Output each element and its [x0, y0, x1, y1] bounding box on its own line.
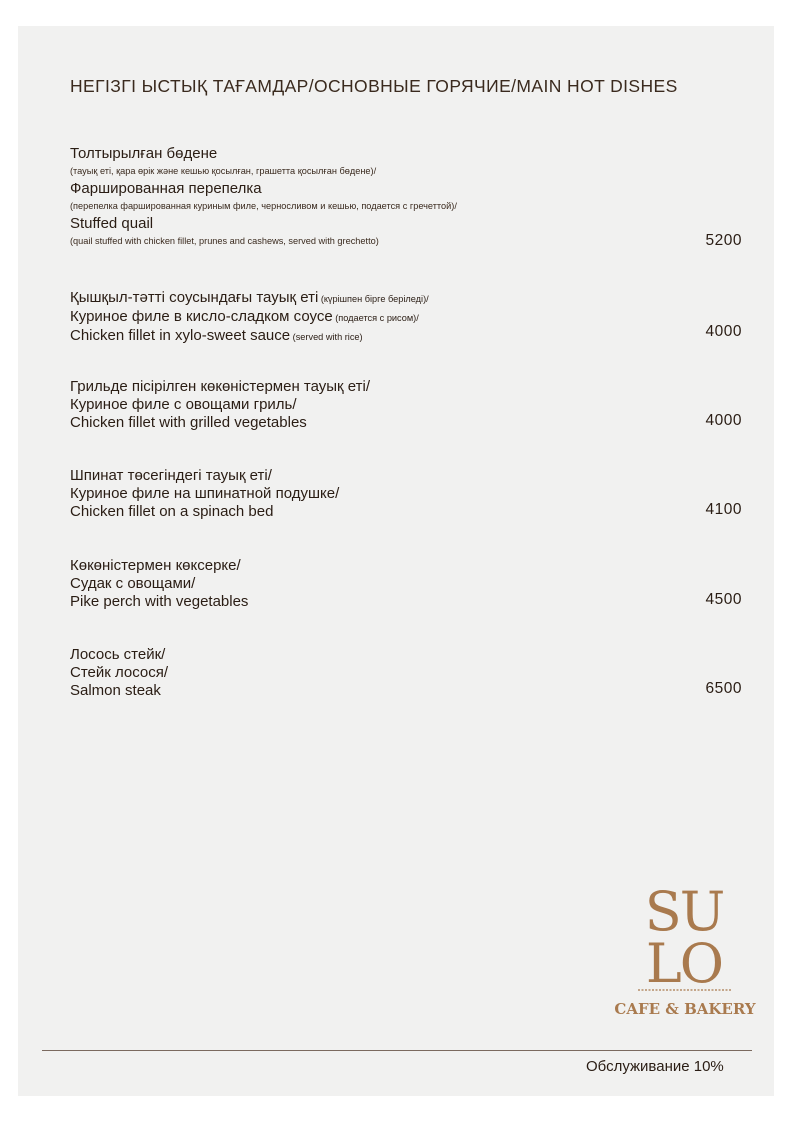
dish-description-ru: (перепелка фаршированная куриным филе, черносливом и кешью, подается с гречеттой)/: [70, 201, 457, 211]
sulo-logo: [614, 878, 756, 1023]
dish-name-en: Chicken fillet with grilled vegetables: [70, 414, 307, 431]
logo-line-1: SU: [644, 880, 724, 943]
menu-item-chicken-sweet-sour: [70, 289, 742, 346]
dish-name-kz: Грильде пісірілген көкөністермен тауық еті/: [70, 378, 370, 395]
dish-name-ru: Куриное филе на шпинатной подушке/: [70, 485, 340, 502]
dish-line-kz: [70, 289, 730, 308]
dish-description-en: (quail stuffed with chicken fillet, prunes and cashews, served with grechetto): [70, 236, 379, 246]
dish-name-kz: Қышқыл-тәтті соусындағы тауық еті: [70, 289, 319, 306]
dish-name-en: Pike perch with vegetables: [70, 593, 249, 610]
dish-name-en: Chicken fillet on a spinach bed: [70, 503, 274, 520]
dish-price: 4000: [705, 323, 742, 340]
footer-divider: [42, 1050, 752, 1051]
logo-line-2: LO: [645, 932, 723, 995]
dish-line-en: [70, 327, 730, 346]
dish-name-ru: Фаршированная перепелка: [70, 180, 262, 197]
menu-item-chicken-spinach: [70, 467, 742, 521]
dish-price: 4500: [705, 591, 742, 608]
dish-line-ru: [70, 308, 730, 327]
dish-name-kz: Шпинат төсегіндегі тауық еті/: [70, 467, 272, 484]
dish-name-kz: Лосось стейк/: [70, 646, 166, 663]
menu-item-salmon-steak: [70, 646, 742, 700]
dish-name-ru: Куриное филе в кисло-сладком соусе: [70, 308, 333, 325]
dish-price: 4100: [705, 501, 742, 518]
dish-name-ru: Куриное филе с овощами гриль/: [70, 396, 297, 413]
dish-name-kz: Көкөністермен көксерке/: [70, 557, 241, 574]
dish-name-en: Chicken fillet in xylo-sweet sauce: [70, 327, 291, 344]
dish-name-en: Stuffed quail: [70, 215, 154, 232]
dish-note-kz: (күрішпен бірге беріледі)/: [318, 294, 429, 304]
section-title: НЕГІЗГІ ЫСТЫҚ ТАҒАМДАР/ОСНОВНЫЕ ГОРЯЧИЕ/MAIN HOT DISHES: [70, 76, 678, 96]
dish-price: 6500: [705, 680, 742, 697]
service-charge: Обслуживание 10%: [586, 1058, 724, 1075]
dish-name-ru: Стейк лосося/: [70, 664, 169, 681]
dish-name-en: Salmon steak: [70, 682, 161, 699]
dish-description-kz: (тауық еті, қара өрік және кешью қосылған, грашетта қосылған бөдене)/: [70, 166, 377, 176]
dish-name-kz: Толтырылған бөдене: [70, 145, 218, 162]
dish-note-ru: (подается с рисом)/: [332, 313, 419, 323]
menu-item-stuffed-quail: [70, 145, 742, 250]
dish-note-en: (served with rice): [290, 332, 363, 342]
dish-price: 5200: [705, 232, 742, 249]
logo-tagline: CAFE & BAKERY: [614, 1000, 756, 1018]
dish-name-ru: Судак с овощами/: [70, 575, 196, 592]
menu-item-pike-perch: [70, 557, 742, 611]
dish-price: 4000: [705, 412, 742, 429]
menu-item-chicken-grilled-veg: [70, 378, 742, 432]
